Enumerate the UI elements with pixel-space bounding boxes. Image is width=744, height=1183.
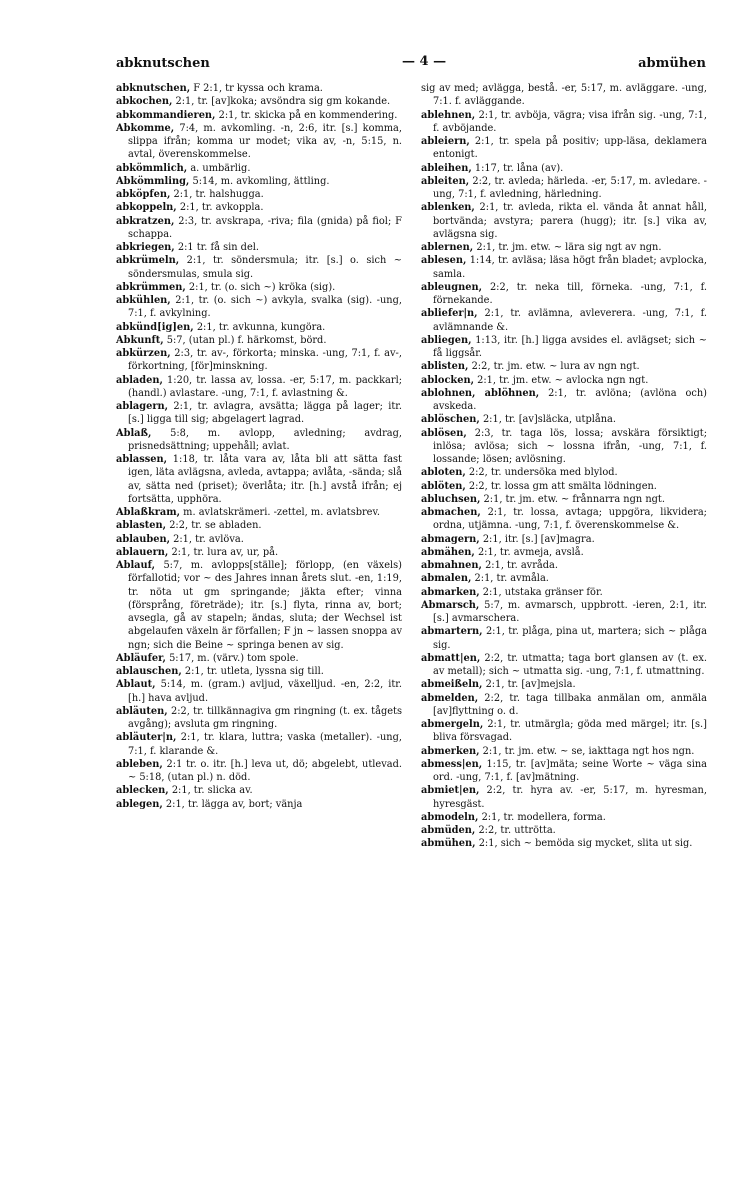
dictionary-entry — [116, 705, 402, 732]
dictionary-entry — [421, 745, 707, 758]
entry-definition: 2:1, tr. klara, luttra; vaska (metaller). -ung, 7:1, f. klarande &. — [128, 732, 402, 757]
entry-headword: abkoppeln, — [116, 202, 177, 214]
entry-headword: Abläufer, — [116, 652, 166, 664]
entry-headword: abkrümmen, — [116, 281, 186, 293]
entry-definition: 2:1, tr. avmåla. — [474, 573, 549, 585]
entry-headword: ablauern, — [116, 546, 169, 558]
entry-definition: 2:1, tr. avlöna; (avlöna och) avskeda. — [433, 387, 707, 412]
entry-headword: ablecken, — [116, 785, 169, 797]
entry-headword: Abkömmling, — [116, 175, 190, 187]
dictionary-entry — [421, 374, 707, 387]
dictionary-entry — [116, 175, 402, 188]
entry-definition: 2:1, tr. jm. etw. ~ se, iakttaga ngt hos ngn. — [482, 745, 695, 757]
dictionary-entry — [116, 519, 402, 532]
entry-headword: ablauschen, — [116, 666, 182, 677]
dictionary-entry — [116, 162, 402, 175]
entry-headword: abkühlen, — [116, 295, 171, 306]
dictionary-entry — [116, 334, 402, 347]
dictionary-entry — [116, 533, 402, 546]
dictionary-entry — [116, 281, 402, 294]
entry-definition: 2:1, tr. lossa, avtaga; uppgöra, likvidera; ordna, utjämna. -ung, 7:1, f. överenskommelse &. — [433, 507, 707, 532]
entry-headword: abmüden, — [421, 825, 476, 836]
entry-headword: ablesen, — [421, 255, 467, 267]
dictionary-entry — [116, 188, 402, 201]
entry-definition: 2:1, tr. söndersmula; itr. [s.] o. sich ~ söndersmulas, smula sig. — [128, 255, 402, 280]
dictionary-entry — [421, 135, 707, 162]
entry-definition: 5:14, m. avkomling, ättling. — [192, 175, 330, 187]
entry-headword: ablösen, — [421, 427, 467, 439]
entry-definition: 5:14, m. (gram.) avljud, växelljud. -en, 2:2, itr. [h.] hava avljud. — [128, 679, 402, 704]
entry-headword: abmeißeln, — [421, 679, 483, 691]
entry-headword: abkratzen, — [116, 215, 175, 227]
dictionary-entry — [116, 347, 402, 374]
entry-headword: ableihen, — [421, 162, 472, 174]
entry-definition: sig av med; avlägga, bestå. -er, 5:17, m. avläggare. -ung, 7:1. f. avläggande. — [421, 83, 707, 108]
entry-headword: abladen, — [116, 374, 163, 386]
dictionary-entry — [421, 652, 707, 679]
entry-definition: 2:1, tr. avmeja, avslå. — [477, 546, 584, 558]
entry-definition: 2:1 tr. o. itr. [h.] leva ut, dö; abgelebt, utlevad. ~ 5:18, (utan pl.) n. död. — [128, 758, 402, 783]
entry-definition: 2:1, tr. avkoppla. — [179, 202, 264, 214]
entry-definition: 2:2, tr. lossa gm att smälta lödningen. — [468, 480, 657, 492]
entry-headword: ablöten, — [421, 480, 466, 492]
entry-headword: abmiet|en, — [421, 785, 480, 797]
entry-definition: 1:14, tr. avläsa; läsa högt från bladet; avplocka, samla. — [433, 255, 707, 280]
entry-headword: abmatt|en, — [421, 652, 481, 664]
entry-headword: abkriegen, — [116, 242, 175, 253]
entry-headword: abkünd[ig]en, — [116, 321, 194, 333]
entry-headword: abkömmlich, — [116, 162, 188, 174]
entry-headword: abkrümeln, — [116, 255, 180, 267]
dictionary-entry — [421, 506, 707, 533]
entry-headword: ablauben, — [116, 533, 171, 545]
entry-definition: 2:1, tr. skicka på en kommendering. — [218, 109, 398, 121]
entry-definition: 2:1, utstaka gränser för. — [482, 586, 603, 598]
dictionary-entry — [116, 798, 402, 811]
dictionary-entry — [421, 281, 707, 308]
dictionary-entry — [421, 692, 707, 719]
dictionary-entry — [116, 374, 402, 401]
dictionary-entry — [116, 731, 402, 758]
dictionary-entry — [421, 254, 707, 281]
entry-headword: abmalen, — [421, 573, 472, 585]
entry-definition: 2:2, tr. utmatta; taga bort glansen av (t. ex. av metall); sich ~ utmatta sig. -ung, 7:1, f. utmattning. — [433, 652, 707, 677]
dictionary-entry — [421, 82, 707, 109]
dictionary-entry — [421, 824, 707, 837]
entry-definition: 2:1, tr. utleta, lyssna sig till. — [184, 666, 324, 677]
entry-definition: 2:1 tr. få sin del. — [177, 242, 259, 253]
dictionary-entry — [116, 784, 402, 797]
dictionary-entry — [116, 758, 402, 785]
entry-definition: 2:1, tr. (o. sich ~) avkyla, svalka (sig). -ung, 7:1, f. avkylning. — [128, 295, 402, 320]
entry-headword: abloten, — [421, 467, 466, 479]
entry-headword: ablehnen, — [421, 109, 476, 121]
entry-definition: 2:1, tr. avleda, rikta el. vända åt annat håll, bortvända; avstyra; parera (hugg); itr. [s.] vika av, avlägsna sig. — [433, 202, 707, 240]
entry-definition: 2:2, tr. hyra av. -er, 5:17, m. hyresman, hyresgäst. — [433, 785, 707, 810]
entry-definition: 2:1, tr. avlämna, avleverera. -ung, 7:1, f. avlämnande &. — [433, 308, 707, 333]
header-first-word: abknutschen — [116, 56, 210, 71]
entry-headword: ablassen, — [116, 454, 168, 465]
entry-definition: 2:1, tr. slicka av. — [171, 785, 253, 797]
entry-headword: ablagern, — [116, 401, 169, 412]
entry-definition: 2:3, tr. avskrapa, -riva; fila (gnida) på fiol; F schappa. — [128, 215, 402, 240]
entry-definition: 2:1, tr. [av]mejsla. — [485, 679, 576, 691]
dictionary-entry — [421, 201, 707, 241]
entry-definition: a. umbärlig. — [190, 162, 251, 174]
entry-headword: abkochen, — [116, 96, 173, 108]
entry-headword: ablöschen, — [421, 414, 480, 426]
dictionary-entry — [116, 95, 402, 108]
entry-headword: ablohnen, ablöhnen, — [421, 387, 540, 399]
entry-headword: abmarken, — [421, 586, 480, 598]
dictionary-entry — [421, 678, 707, 691]
dictionary-entry — [421, 413, 707, 426]
entry-definition: 7:4, m. avkomling. -n, 2:6, itr. [s.] komma, slippa ifrån; komma ur modet; vika av, -n, 5:15, n. avtal, överenskommelse. — [128, 122, 402, 161]
dictionary-entry — [421, 784, 707, 811]
dictionary-entry — [421, 480, 707, 493]
dictionary-entry — [116, 546, 402, 559]
entry-headword: abliefer|n, — [421, 308, 478, 320]
dictionary-entry — [116, 254, 402, 281]
entry-definition: 2:1, tr. modellera, forma. — [481, 811, 606, 823]
entry-definition: 2:1, tr. avlöva. — [173, 533, 244, 545]
entry-headword: abläuten, — [116, 705, 168, 717]
entry-definition: 2:1, tr. [av]släcka, utplåna. — [482, 414, 616, 426]
entry-definition: 2:1, tr. (o. sich ~) kröka (sig). — [188, 281, 336, 293]
entry-definition: 1:17, tr. låna (av). — [474, 162, 564, 174]
entry-headword: Abmarsch, — [421, 599, 480, 611]
dictionary-entry — [421, 586, 707, 599]
dictionary-entry — [116, 652, 402, 665]
entry-headword: ableiten, — [421, 175, 470, 187]
dictionary-entry — [116, 400, 402, 427]
entry-headword: abmess|en, — [421, 758, 483, 770]
dictionary-entry — [421, 718, 707, 745]
entry-definition: 2:1, tr. [av]koka; avsöndra sig gm kokande. — [175, 96, 391, 108]
entry-headword: abmühen, — [421, 838, 476, 850]
entry-definition: 2:1, tr. lura av, ur, på. — [171, 546, 279, 558]
dictionary-entry — [421, 493, 707, 506]
dictionary-entry — [421, 334, 707, 361]
dictionary-entry — [421, 572, 707, 585]
entry-headword: abköpfen, — [116, 189, 171, 200]
entry-definition: 2:2, tr. tillkännagiva gm ringning (t. ex. tågets avgång); avsluta gm ringning. — [128, 705, 402, 730]
entry-definition: 2:1, tr. plåga, pina ut, martera; sich ~ plåga sig. — [433, 626, 707, 651]
entry-definition: 2:1, tr. jm. etw. ~ lära sig ngt av ngn. — [476, 242, 662, 253]
left-column — [116, 82, 402, 811]
dictionary-entry — [116, 109, 402, 122]
entry-headword: abluchsen, — [421, 493, 481, 505]
entry-headword: abmergeln, — [421, 719, 484, 730]
dictionary-entry — [421, 466, 707, 479]
entry-headword: ablegen, — [116, 798, 163, 810]
entry-definition: 2:3, tr. taga lös, lossa; avskära försiktigt; inlösa; avlösa; sich ~ lossna ifrån, -ung, 7:1, f. lossande; lösen; avlösning. — [433, 427, 707, 465]
entry-headword: Abkunft, — [116, 334, 164, 346]
dictionary-entry — [116, 122, 402, 162]
entry-definition: 5:7, m. avmarsch, uppbrott. -ieren, 2:1, itr. [s.] avmarschera. — [433, 599, 707, 624]
entry-definition: 2:1, tr. avböja, vägra; visa ifrån sig. -ung, 7:1, f. avböjande. — [433, 109, 707, 134]
entry-headword: abkommandieren, — [116, 109, 216, 121]
dictionary-entry — [116, 559, 402, 652]
entry-definition: 2:2, tr. neka till, förneka. -ung, 7:1, f. förnekande. — [433, 281, 707, 306]
right-column — [421, 82, 707, 851]
dictionary-entry — [421, 175, 707, 202]
entry-headword: ablisten, — [421, 361, 469, 373]
entry-headword: abmartern, — [421, 626, 483, 638]
entry-headword: abmahnen, — [421, 560, 482, 571]
entry-definition: 2:1, tr. utmärgla; göda med märgel; itr. [s.] bliva försvagad. — [433, 719, 707, 744]
entry-definition: 2:2, tr. uttrötta. — [478, 825, 556, 836]
header-last-word: abmühen — [638, 56, 706, 71]
dictionary-entry — [421, 360, 707, 373]
entry-headword: Ablaß, — [116, 427, 152, 439]
dictionary-entry — [116, 294, 402, 321]
dictionary-entry — [421, 162, 707, 175]
entry-headword: Ablaßkram, — [116, 507, 181, 518]
dictionary-entry — [421, 241, 707, 254]
dictionary-entry — [421, 625, 707, 652]
entry-headword: abläuter|n, — [116, 732, 177, 744]
entry-definition: 2:2, tr. avleda; härleda. -er, 5:17, m. avledare. -ung, 7:1, f. avledning, härledning. — [433, 175, 707, 200]
entry-headword: ablocken, — [421, 374, 474, 386]
entry-definition: 2:2, tr. se abladen. — [169, 520, 262, 532]
entry-headword: abmelden, — [421, 692, 479, 704]
entry-definition: 5:7, m. avlopps[ställe]; förlopp, (en växels) förfallotid; vor ~ des Jahres innan årets slut. -en, 1:19, tr. nöta ut gm springande; jäkta efter; vinna (försprång, företräde); itr. [s.] flyta, rinna av, bort; avsegla, gå av stapeln; ändas, sluta; der Wechsel ist abgelaufen växeln är förfallen; F jn ~ lassen snoppa av ngn; sich die Beine ~ springa benen av sig. — [128, 560, 402, 651]
dictionary-entry — [116, 506, 402, 519]
entry-headword: ablernen, — [421, 242, 474, 253]
dictionary-entry — [116, 453, 402, 506]
entry-definition: 2:2, tr. jm. etw. ~ lura av ngn ngt. — [471, 361, 640, 373]
entry-definition: 1:15, tr. [av]mäta; seine Worte ~ väga sina ord. -ung, 7:1, f. [av]mätning. — [433, 758, 707, 783]
entry-definition: 2:1, tr. spela på positiv; upp-läsa, deklamera entonigt. — [433, 136, 707, 161]
dictionary-entry — [421, 546, 707, 559]
entry-headword: ablenken, — [421, 202, 475, 214]
dictionary-entry — [421, 109, 707, 136]
entry-definition: 2:1, tr. lägga av, bort; vänja — [165, 798, 303, 810]
dictionary-entry — [116, 321, 402, 334]
entry-definition: 2:1, sich ~ bemöda sig mycket, slita ut sig. — [478, 838, 693, 850]
dictionary-entry — [421, 599, 707, 626]
entry-definition: 2:2, tr. undersöka med blylod. — [468, 467, 618, 479]
entry-definition: 2:1, tr. halshugga. — [173, 189, 264, 200]
entry-definition: 2:1, tr. avlagra, avsätta; lägga på lager; itr. [s.] ligga till sig; abgelagert lagrad. — [128, 401, 402, 426]
entry-headword: abliegen, — [421, 334, 472, 346]
dictionary-entry — [421, 837, 707, 850]
entry-definition: 2:1, tr. avråda. — [485, 560, 558, 571]
entry-definition: 2:2, tr. taga tillbaka anmälan om, anmäla [av]flyttning o. d. — [433, 692, 707, 717]
entry-headword: abmagern, — [421, 533, 480, 545]
entry-definition: 2:3, tr. av-, förkorta; minska. -ung, 7:1, f. av-, förkortning, [för]minskning. — [128, 348, 402, 373]
dictionary-entry — [116, 82, 402, 95]
entry-headword: ableben, — [116, 758, 163, 770]
entry-definition: m. avlatskrämeri. -zettel, m. avlatsbrev. — [183, 507, 380, 518]
entry-definition: 2:1, itr. [s.] [av]magra. — [482, 533, 595, 545]
entry-headword: Ablaut, — [116, 679, 156, 691]
entry-headword: Abkomme, — [116, 122, 175, 134]
entry-definition: 5:17, m. (värv.) tom spole. — [169, 652, 299, 664]
entry-definition: 2:1, tr. jm. etw. ~ frånnarra ngn ngt. — [483, 493, 665, 505]
page-number: — 4 — — [402, 54, 447, 69]
entry-headword: Ablauf, — [116, 560, 156, 571]
entry-definition: 2:1, tr. avkunna, kungöra. — [196, 321, 326, 333]
dictionary-entry — [116, 665, 402, 678]
entry-definition: F 2:1, tr kyssa och krama. — [193, 83, 323, 94]
dictionary-entry — [116, 427, 402, 454]
entry-headword: ableiern, — [421, 136, 470, 147]
page-header — [116, 54, 706, 76]
dictionary-entry — [116, 201, 402, 214]
entry-headword: abmähen, — [421, 546, 475, 558]
entry-definition: 5:8, m. avlopp, avledning; avdrag, prisnedsättning; uppehåll; avlat. — [128, 427, 402, 452]
entry-definition: 5:7, (utan pl.) f. härkomst, börd. — [166, 334, 327, 346]
entry-definition: 1:13, itr. [h.] ligga avsides el. avlägset; sich ~ få liggsår. — [433, 334, 707, 359]
dictionary-entry — [421, 533, 707, 546]
dictionary-entry — [421, 307, 707, 334]
dictionary-entry — [421, 427, 707, 467]
dictionary-entry — [421, 387, 707, 414]
entry-headword: abmachen, — [421, 507, 481, 518]
dictionary-entry — [421, 758, 707, 785]
entry-definition: 2:1, tr. jm. etw. ~ avlocka ngn ngt. — [477, 374, 649, 386]
entry-definition: 1:20, tr. lassa av, lossa. -er, 5:17, m. packkarl; (handl.) avlastare. -ung, 7:1, f. avlastning &. — [128, 374, 402, 399]
entry-headword: abkürzen, — [116, 348, 171, 359]
dictionary-entry — [116, 241, 402, 254]
entry-headword: ablasten, — [116, 520, 167, 532]
dictionary-entry — [421, 559, 707, 572]
dictionary-entry — [116, 678, 402, 705]
entry-definition: 1:18, tr. låta vara av, låta bli att sätta fast igen, läta avlägsna, avleda, avtappa; avlåta, -sända; slå av, sätta ned (priset); överlåta; itr. [h.] avstå ifrån; ej fortsätta, upphöra. — [128, 454, 402, 505]
dictionary-entry — [421, 811, 707, 824]
entry-headword: ableugnen, — [421, 281, 483, 293]
entry-headword: abknutschen, — [116, 83, 191, 94]
dictionary-entry — [116, 215, 402, 242]
entry-headword: abmerken, — [421, 745, 480, 757]
entry-headword: abmodeln, — [421, 811, 479, 823]
